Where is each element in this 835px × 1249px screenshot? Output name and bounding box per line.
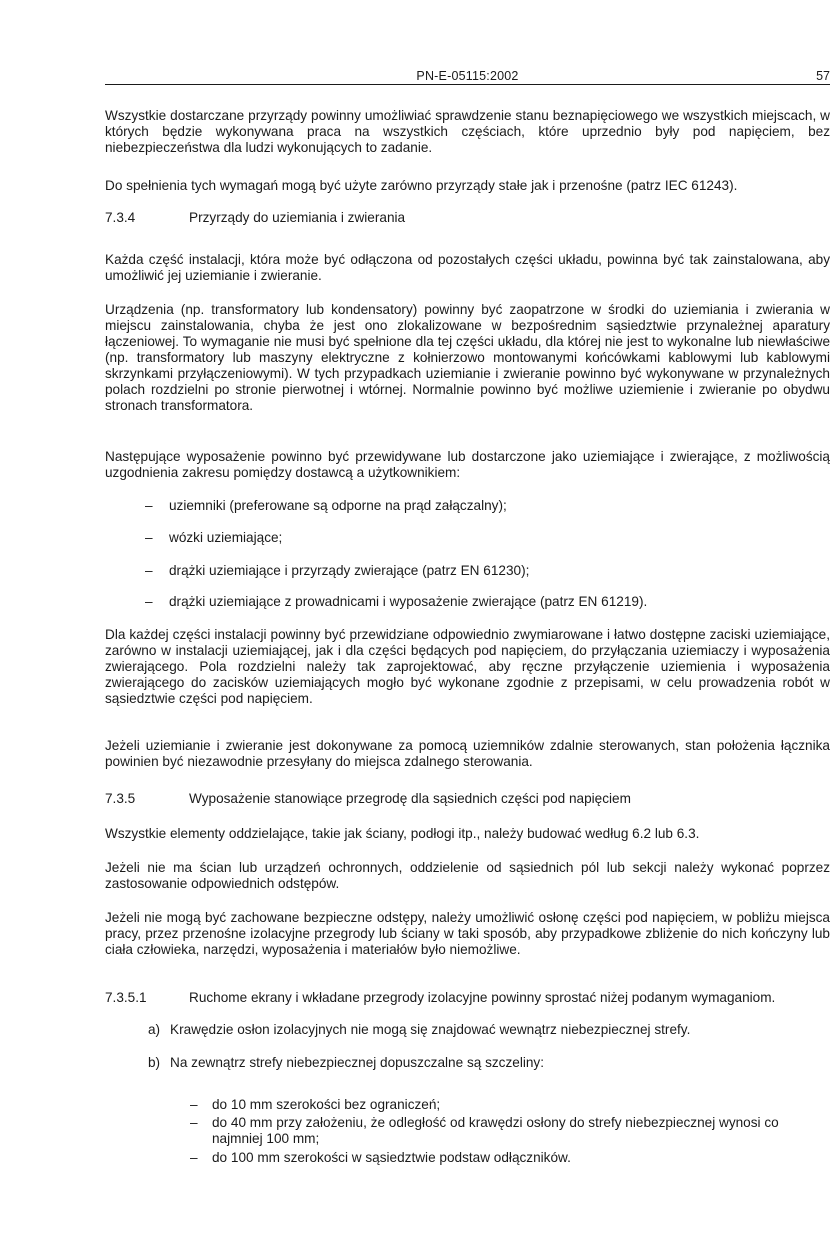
list-letter: b) [148, 1055, 161, 1070]
requirement-a [148, 1022, 830, 1038]
page-header [105, 68, 830, 84]
paragraph-text: Jeżeli nie ma ścian lub urządzeń ochronnych, oddzielenie od sąsiednich pól lub sekcji należy wykonać poprzez zastosowanie odpowiednich odstępów. [105, 860, 830, 891]
paragraph-6 [105, 627, 830, 707]
page-number: 57 [816, 69, 830, 83]
heading-7-3-4 [105, 210, 830, 226]
paragraph-2 [105, 178, 830, 194]
list-item [145, 563, 830, 579]
list-item [145, 498, 830, 514]
list-item-text: drążki uziemiające z prowadnicami i wyposażenie zwierające (patrz EN 61219). [169, 594, 648, 609]
paragraph-10 [105, 910, 830, 958]
gap-item-text: do 10 mm szerokości bez ograniczeń; [212, 1097, 441, 1112]
requirement-text: Krawędzie osłon izolacyjnych nie mogą się znajdować wewnątrz niebezpiecznej strefy. [170, 1022, 691, 1037]
list-dash: – [145, 498, 153, 513]
requirement-b [148, 1055, 830, 1071]
list-dash: – [190, 1150, 198, 1165]
list-item [145, 530, 830, 546]
list-item-text: wózki uziemiające; [169, 530, 283, 545]
gap-item-text: do 40 mm przy założeniu, że odległość od krawędzi osłony do strefy niebezpiecznej wynosi co najmniej 100 mm; [212, 1115, 779, 1146]
heading-title: Wyposażenie stanowiące przegrodę dla sąsiednich części pod napięciem [189, 791, 631, 806]
gap-item-text: do 100 mm szerokości w sąsiedztwie podstaw odłączników. [212, 1150, 571, 1165]
heading-title: Przyrządy do uziemiania i zwierania [189, 210, 406, 225]
paragraph-1 [105, 108, 830, 156]
list-item [145, 594, 830, 610]
paragraph-text: Każda część instalacji, która może być odłączona od pozostałych części układu, powinna być tak zainstalowana, aby umożliwić jej uziemianie i zwieranie. [105, 252, 830, 283]
paragraph-8 [105, 826, 830, 842]
paragraph-text: Urządzenia (np. transformatory lub kondensatory) powinny być zaopatrzone w środki do uziemiania i zwierania w miejscu zainstalowania, chyba że jest ono zlokalizowane w bezpośrednim sąsiedztwie przynależnej aparatury łączeniowej. To wymaganie nie musi być spełnione dla tej części układu, dla której nie jest to wykonalne lub niewłaściwe (np. transformatory lub maszyny elektryczne z kołnierzowo montowanymi końcówkami kablowymi lub kablowymi skrzynkami przyłączeniowymi). W tych przypadkach uziemianie i zwieranie powinno być wykonywane w przynależnych polach rozdzielni po stronie pierwotnej i wtórnej. Normalnie powinno być możliwe uziemienie i zwieranie po obydwu stronach transformatora. [105, 302, 830, 413]
heading-7-3-5-1 [105, 990, 830, 1006]
list-dash: – [145, 563, 153, 578]
paragraph-text: Wszystkie dostarczane przyrządy powinny umożliwiać sprawdzenie stanu beznapięciowego we wszystkich miejscach, w których będzie wykonywana praca na wszystkich częściach, które uprzednio były pod napięciem, bez niebezpieczeństwa dla ludzi wykonujących to zadanie. [105, 108, 830, 155]
list-dash: – [190, 1097, 198, 1112]
list-dash: – [145, 594, 153, 609]
standard-number: PN-E-05115:2002 [416, 69, 519, 83]
paragraph-text: Do spełnienia tych wymagań mogą być użyte zarówno przyrządy stałe jak i przenośne (patrz IEC 61243). [105, 178, 738, 193]
heading-number: 7.3.5 [105, 791, 136, 806]
heading-7-3-5 [105, 791, 830, 807]
paragraph-5 [105, 449, 830, 481]
paragraph-4 [105, 302, 830, 414]
heading-number: 7.3.4 [105, 210, 136, 225]
list-item-text: drążki uziemiające i przyrządy zwierające (patrz EN 61230); [169, 563, 530, 578]
paragraph-9 [105, 860, 830, 892]
heading-title: Ruchome ekrany i wkładane przegrody izolacyjne powinny sprostać niżej podanym wymaganiom. [189, 990, 776, 1005]
list-letter: a) [148, 1022, 161, 1037]
requirement-text: Na zewnątrz strefy niebezpiecznej dopuszczalne są szczeliny: [170, 1055, 545, 1070]
list-item-text: uziemniki (preferowane są odporne na prąd załączalny); [169, 498, 507, 513]
paragraph-text: Jeżeli uziemianie i zwieranie jest dokonywane za pomocą uziemników zdalnie sterowanych, stan położenia łącznika powinien być niezawodnie przesyłany do miejsca zdalnego sterowania. [105, 738, 830, 769]
paragraph-3 [105, 252, 830, 284]
paragraph-text: Jeżeli nie mogą być zachowane bezpieczne odstępy, należy umożliwić osłonę części pod napięciem, w pobliżu miejsca pracy, przez przenośne izolacyjne przegrody lub ściany w taki sposób, aby przypadkowe zbliżenie do nich kończyny lub ciała człowieka, narzędzi, wyposażenia i materiałów było niemożliwe. [105, 910, 830, 957]
list-dash: – [145, 530, 153, 545]
paragraph-text: Dla każdej części instalacji powinny być przewidziane odpowiednio zwymiarowane i łatwo dostępne zaciski uziemiające, zarówno w instalacji uziemiającej, jak i dla części będących pod napięciem, do przyłączania uziemiaczy i wyposażenia zwierającego. Pola rozdzielni należy tak zaprojektować, aby ręczne przyłączenie uziemienia i wyposażenia zwierającego do zacisków uziemiających mogło być wykonane zgodnie z przepisami, w celu prowadzenia robót w sąsiedztwie części pod napięciem. [105, 627, 830, 706]
heading-number: 7.3.5.1 [105, 990, 147, 1005]
paragraph-text: Wszystkie elementy oddzielające, takie jak ściany, podłogi itp., należy budować według 6.2 lub 6.3. [105, 826, 700, 841]
paragraph-text: Następujące wyposażenie powinno być przewidywane lub dostarczone jako uziemiające i zwierające, z możliwością uzgodnienia zakresu pomiędzy dostawcą a użytkownikiem: [105, 449, 830, 480]
list-dash: – [190, 1115, 198, 1130]
paragraph-7 [105, 738, 830, 770]
header-rule [105, 84, 830, 85]
